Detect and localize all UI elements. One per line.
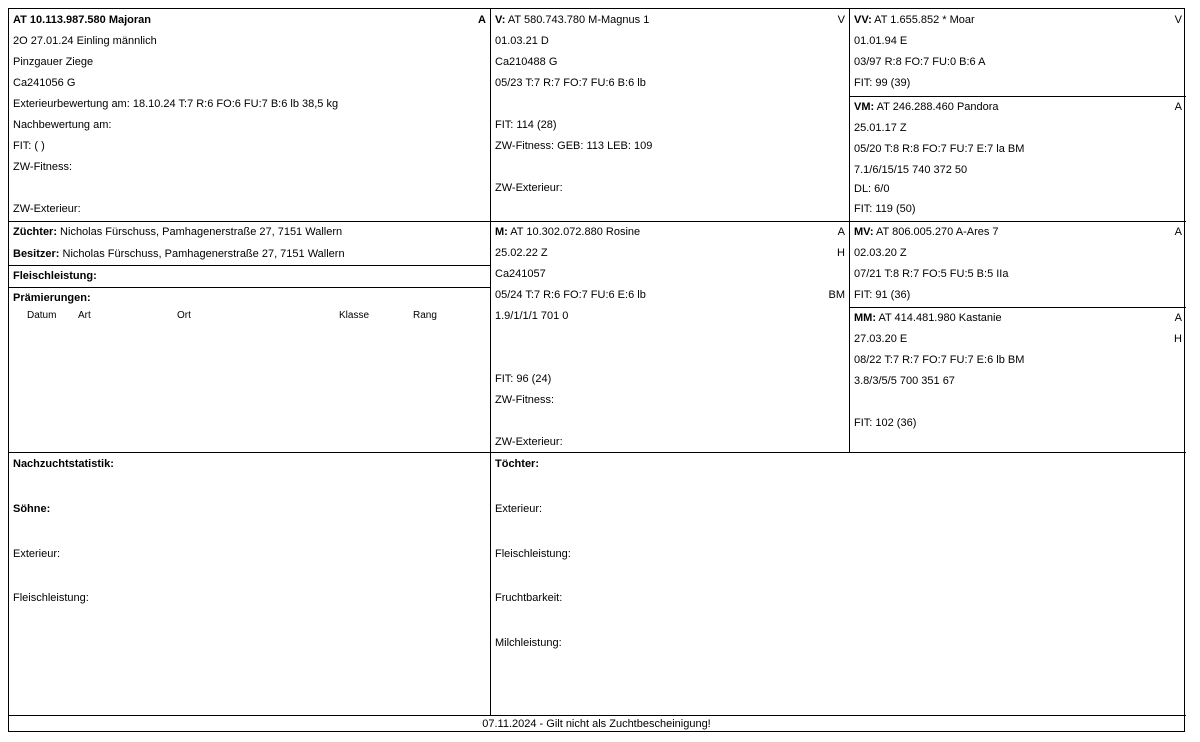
vm-dl: DL: 6/0: [854, 183, 890, 195]
animal-rerating: Nachbewertung am:: [13, 119, 112, 131]
animal-exterior-rating: Exterieurbewertung am: 18.10.24 T:7 R:6 FO:6 FU:7 B:6 lb 38,5 kg: [13, 98, 339, 110]
mv-fit: FIT: 91 (36): [854, 289, 911, 301]
awards-col-type: Art: [78, 310, 91, 321]
mother-ca: Ca241057: [495, 268, 546, 280]
mother-label: M:: [495, 226, 508, 238]
animal-ca: Ca241056 G: [13, 77, 76, 89]
vm-label: VM:: [854, 101, 875, 113]
mother-flag: A: [837, 226, 845, 238]
mv-name: AT 806.005.270 A-Ares 7: [873, 226, 999, 238]
breeder-block: [9, 221, 490, 452]
daughters-milk: Milchleistung:: [495, 637, 562, 649]
vm-date: 25.01.17 Z: [854, 122, 907, 134]
document-frame: [8, 8, 1185, 732]
daughters-block: [491, 453, 1186, 715]
mv-flag: A: [1174, 226, 1182, 238]
breeder-line: [13, 222, 486, 243]
father-fit: FIT: 114 (28): [495, 119, 557, 131]
mother-rating-line: [495, 285, 845, 306]
father-block: [491, 9, 849, 221]
father-header: [495, 10, 845, 31]
vv-flag: V: [1174, 14, 1182, 26]
mm-fit: FIT: 102 (36): [854, 417, 917, 429]
mm-rating: 08/22 T:7 R:7 FO:7 FU:7 E:6 lb BM: [854, 354, 1025, 366]
offspring-block: [9, 453, 490, 715]
animal-fit: FIT: ( ): [13, 140, 45, 152]
mother-zw-fitness: ZW-Fitness:: [495, 394, 555, 406]
animal-zw-fitness: ZW-Fitness:: [13, 161, 73, 173]
mm-label: MM:: [854, 312, 876, 324]
daughters-meat: Fleischleistung:: [495, 548, 571, 560]
mm-flag: A: [1174, 312, 1182, 324]
father-zw-fitness: ZW-Fitness: GEB: 113 LEB: 109: [495, 140, 653, 152]
daughters-title-line: [495, 454, 1182, 475]
mv-block: [850, 222, 1186, 307]
awards-col-place: Ort: [177, 310, 191, 321]
animal-block: [9, 9, 490, 221]
breeder-value: Nicholas Fürschuss, Pamhagenerstraße 27, 7151 Wallern: [57, 226, 343, 238]
awards-table-header: [9, 310, 490, 326]
mv-header: [854, 222, 1182, 243]
daughters-title: Töchter:: [495, 458, 539, 470]
mother-milk: 1.9/1/1/1 701 0: [495, 310, 569, 322]
vv-label: VV:: [854, 14, 872, 26]
breeder-label: Züchter:: [13, 226, 57, 238]
vm-milk: 7.1/6/15/15 740 372 50: [854, 164, 968, 176]
father-rating: 05/23 T:7 R:7 FO:7 FU:6 B:6 lb: [495, 77, 646, 89]
daughters-fertility: Fruchtbarkeit:: [495, 592, 563, 604]
mv-label: MV:: [854, 226, 874, 238]
offspring-title: Nachzuchtstatistik:: [13, 458, 114, 470]
mv-date: 02.03.20 Z: [854, 247, 907, 259]
mm-flag2: H: [1174, 333, 1182, 345]
animal-id-name: AT 10.113.987.580 Majoran: [13, 14, 151, 26]
mv-rating: 07/21 T:8 R:7 FO:5 FU:5 B:5 IIa: [854, 268, 1009, 280]
awards-line: [13, 288, 486, 309]
owner-label: Besitzer:: [13, 248, 60, 260]
father-zw-exterior: ZW-Exterieur:: [495, 182, 563, 194]
mother-rating: 05/24 T:7 R:6 FO:7 FU:6 E:6 lb: [495, 289, 646, 301]
meat-label: Fleischleistung:: [13, 270, 97, 282]
mother-fit: FIT: 96 (24): [495, 373, 552, 385]
mother-flag3: BM: [828, 289, 845, 301]
vv-block: [850, 9, 1186, 96]
mother-zw-exterior: ZW-Exterieur:: [495, 436, 563, 448]
daughters-exterior: Exterieur:: [495, 503, 543, 515]
mother-flag2: H: [837, 247, 845, 259]
meat-line: [13, 266, 486, 287]
vm-block: [850, 97, 1186, 221]
mother-name: AT 10.302.072.880 Rosine: [507, 226, 641, 238]
mother-date: 25.02.22 Z: [495, 247, 548, 259]
animal-header: [13, 10, 486, 31]
offspring-title-line: [13, 454, 486, 475]
father-ca: Ca210488 G: [495, 56, 558, 68]
vv-date: 01.01.94 E: [854, 35, 908, 47]
sons-label: Söhne:: [13, 503, 51, 515]
owner-value: Nicholas Fürschuss, Pamhagenerstraße 27, 7151 Wallern: [59, 248, 345, 260]
mm-header: [854, 308, 1182, 329]
father-date: 01.03.21 D: [495, 35, 549, 47]
footer-note: 07.11.2024 - Gilt nicht als Zuchtbescheinigung!: [482, 718, 711, 730]
animal-zw-exterior: ZW-Exterieur:: [13, 203, 81, 215]
vv-rating: 03/97 R:8 FO:7 FU:0 B:6 A: [854, 56, 986, 68]
mm-date-line: [854, 329, 1182, 350]
awards-col-class: Klasse: [339, 310, 370, 321]
owner-line: [13, 244, 486, 265]
vv-header: [854, 10, 1182, 31]
animal-flag: A: [478, 14, 486, 26]
sons-exterior: Exterieur:: [13, 548, 61, 560]
vv-fit: FIT: 99 (39): [854, 77, 911, 89]
mm-date: 27.03.20 E: [854, 333, 908, 345]
vv-name: AT 1.655.852 * Moar: [871, 14, 975, 26]
vm-rating: 05/20 T:8 R:8 FO:7 FU:7 E:7 la BM: [854, 143, 1025, 155]
vm-header: [854, 97, 1182, 118]
sons-meat: Fleischleistung:: [13, 592, 89, 604]
father-label: V:: [495, 14, 506, 26]
mother-block: [491, 221, 849, 452]
animal-birth-line: 2O 27.01.24 Einling männlich: [13, 35, 157, 47]
awards-label: Prämierungen:: [13, 292, 91, 304]
father-flag: V: [837, 14, 845, 26]
vm-flag: A: [1174, 101, 1182, 113]
mm-milk: 3.8/3/5/5 700 351 67: [854, 375, 955, 387]
mother-date-line: [495, 243, 845, 264]
sons-line: [13, 499, 486, 520]
father-name: AT 580.743.780 M-Magnus 1: [505, 14, 650, 26]
animal-breed: Pinzgauer Ziege: [13, 56, 94, 68]
mm-name: AT 414.481.980 Kastanie: [876, 312, 1002, 324]
mm-block: [850, 308, 1186, 452]
mother-header: [495, 222, 845, 243]
awards-col-rank: Rang: [413, 310, 437, 321]
awards-col-date: Datum: [27, 310, 57, 321]
vm-fit: FIT: 119 (50): [854, 203, 916, 215]
vm-name: AT 246.288.460 Pandora: [874, 101, 999, 113]
